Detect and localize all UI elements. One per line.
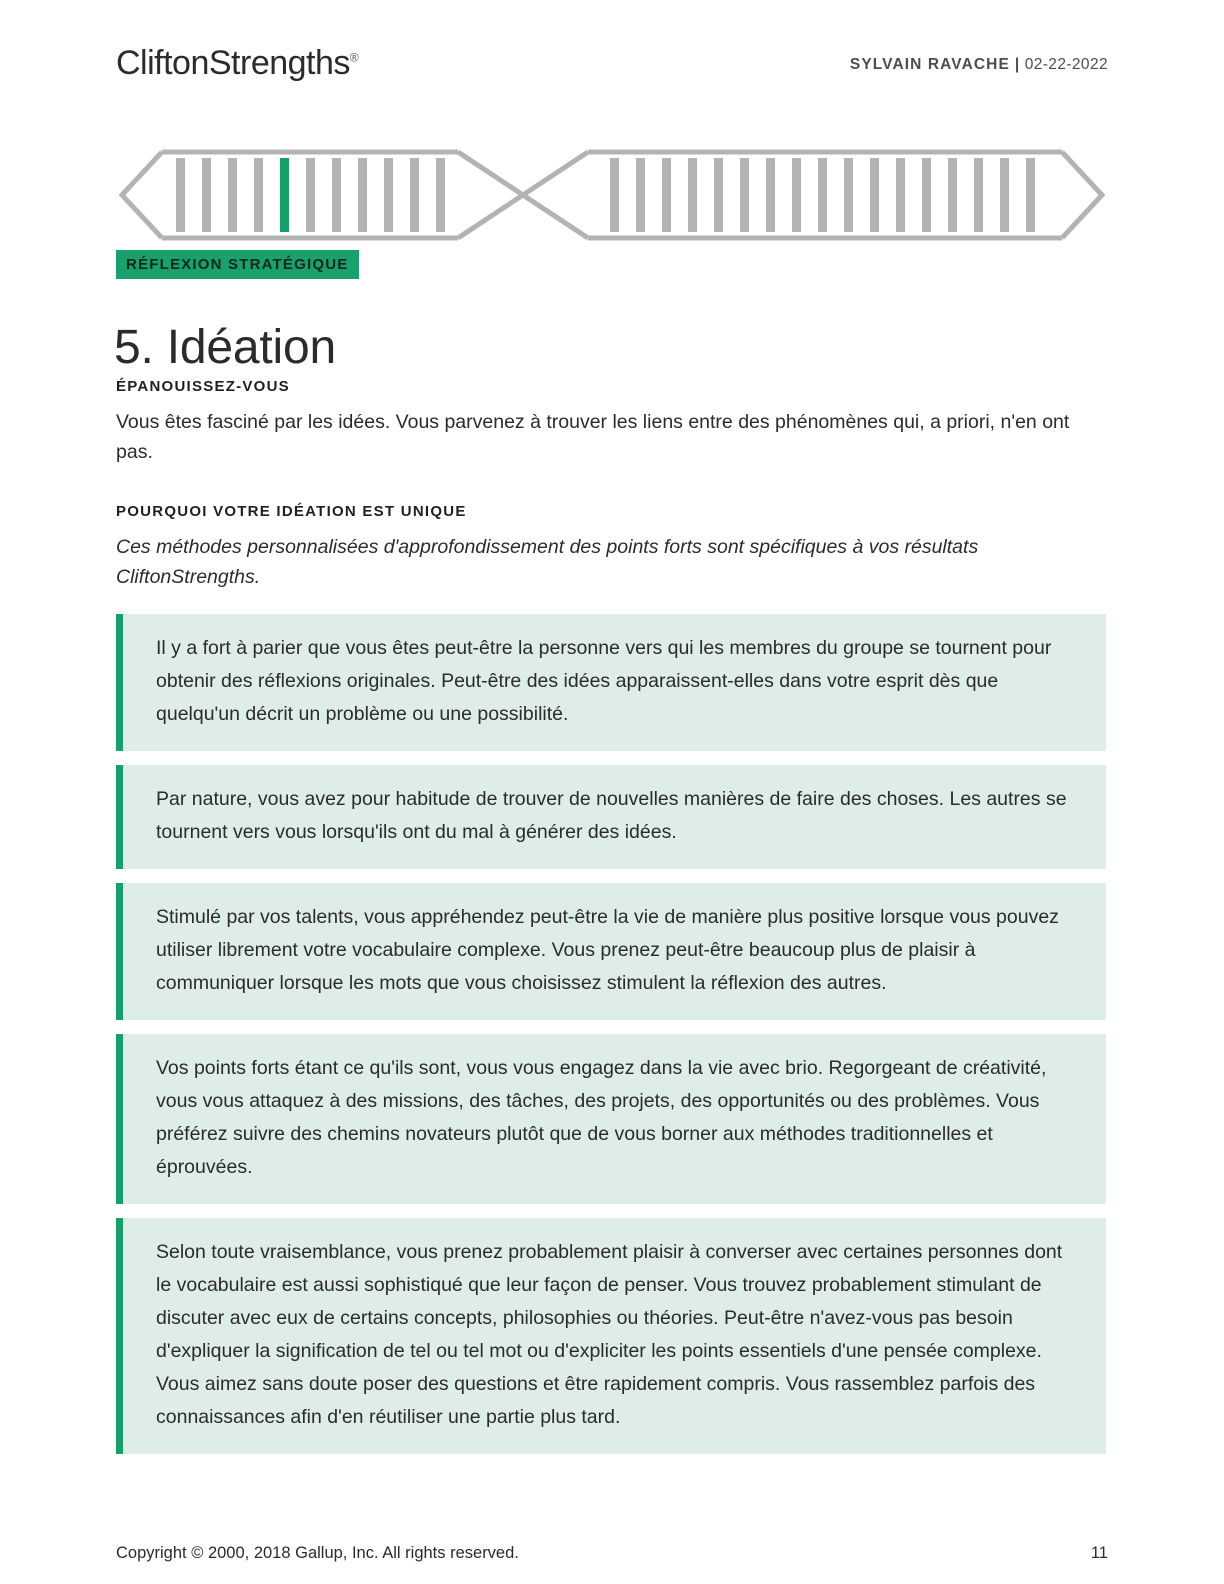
header-separator: | <box>1014 56 1020 73</box>
flourish-heading: ÉPANOUISSEZ-VOUS <box>116 378 290 395</box>
main-content <box>116 378 1106 1468</box>
page-header <box>116 44 1108 96</box>
flourish-text: Vous êtes fasciné par les idées. Vous parvenez à trouver les liens entre des phénomènes qui, a priori, n'en ont pas. <box>116 411 1070 463</box>
insight-list <box>116 614 1106 1454</box>
report-date: 02-22-2022 <box>1024 56 1108 73</box>
insight-card <box>116 883 1106 1020</box>
insight-text: Par nature, vous avez pour habitude de trouver de nouvelles manières de faire des choses. Les autres se tournent vers vous lorsqu'ils ont du mal à générer des idées. <box>156 788 1067 843</box>
copyright-text: Copyright © 2000, 2018 Gallup, Inc. All rights reserved. <box>116 1544 519 1562</box>
insight-card <box>116 765 1106 869</box>
insight-text: Il y a fort à parier que vous êtes peut-être la personne vers qui les membres du groupe se tournent pour obtenir des réflexions originales. Peut-être des idées apparaissent-elles dans votre esprit dès que quelqu'un décrit un problème ou une possibilité. <box>156 637 1052 725</box>
page-title: 5. Idéation <box>114 321 336 375</box>
unique-heading: POURQUOI VOTRE IDÉATION EST UNIQUE <box>116 503 467 520</box>
insight-text: Stimulé par vos talents, vous appréhendez peut-être la vie de manière plus positive lorsque vous pouvez utiliser librement votre vocabulaire complexe. Vous prenez peut-être beaucoup plus de plaisir à communiquer lorsque les mots que vous choisissez stimulent la réflexion des autres. <box>156 906 1059 994</box>
insight-text: Vos points forts étant ce qu'ils sont, vous vous engagez dans la vie avec brio. Regorgeant de créativité, vous vous attaquez à des missions, des tâches, des projets, des opportunités ou des problèmes. Vous préférez suivre des chemins novateurs plutôt que de vous borner aux méthodes traditionnelles et éprouvées. <box>156 1057 1047 1178</box>
insight-card <box>116 1034 1106 1204</box>
insight-card <box>116 1218 1106 1454</box>
unique-subtext: Ces méthodes personnalisées d'approfondissement des points forts sont spécifiques à vos résultats CliftonStrengths. <box>116 536 979 588</box>
user-name: SYLVAIN RAVACHE <box>849 56 1010 73</box>
header-meta <box>850 56 1108 74</box>
registered-mark: ® <box>349 50 359 65</box>
cliftonstrengths-logo <box>116 44 358 83</box>
spacer <box>116 467 1106 503</box>
dna-strand-icon <box>118 148 1106 242</box>
page-number: 11 <box>1090 1544 1108 1562</box>
logo-text: CliftonStrengths <box>116 44 350 82</box>
domain-badge: RÉFLEXION STRATÉGIQUE <box>116 250 359 279</box>
insight-text: Selon toute vraisemblance, vous prenez probablement plaisir à converser avec certaines personnes dont le vocabulaire est aussi sophistiqué que leur façon de penser. Vous trouvez probablement stimulant de discuter avec eux de certains concepts, philosophies ou théories. Peut-être n'avez-vous pas besoin d'expliquer la signification de tel ou tel mot ou d'expliciter les points essentiels d'une pensée complexe. Vous aimez sans doute poser des questions et être rapidement compris. Vous rassemblez parfois des connaissances afin d'en réutiliser une partie plus tard. <box>156 1241 1063 1428</box>
insight-card <box>116 614 1106 751</box>
